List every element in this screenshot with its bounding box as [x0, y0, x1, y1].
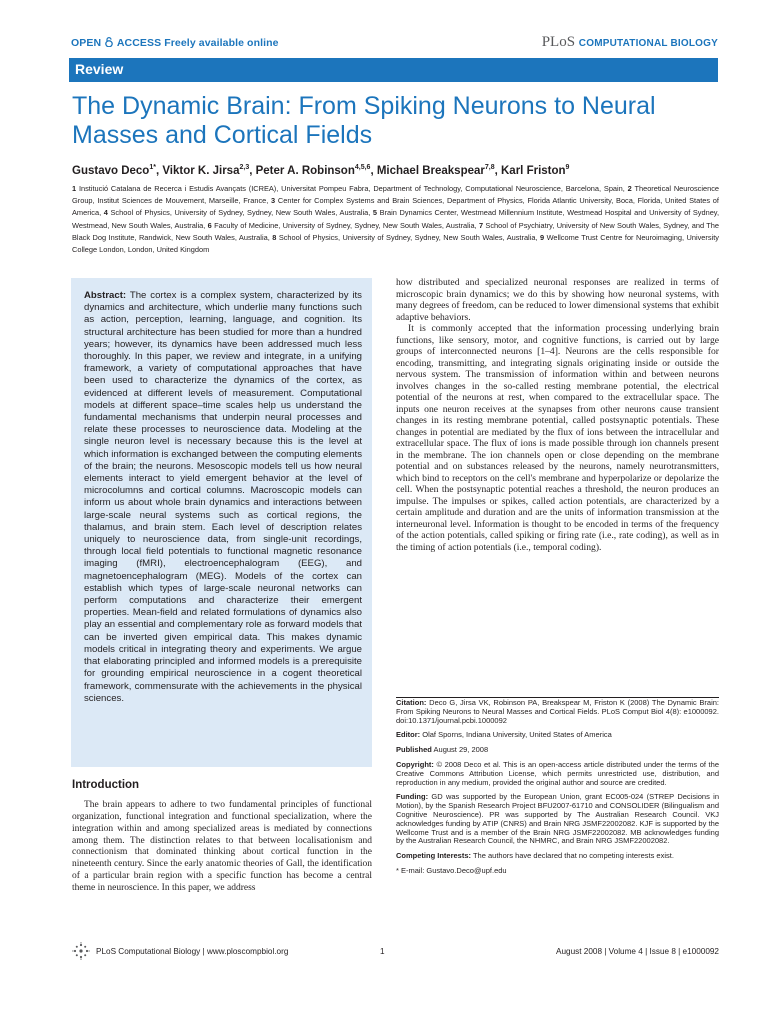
author: Karl Friston$^9$	[501, 164, 570, 177]
paragraph: It is commonly accepted that the information processing underlying brain functions, like sensory, motor, and cognitive functions, is carried out by large groups of interconnected neurons [1–4]. Neurons are the cells responsible for encoding, transmitting, and integrating signals originating inside or outside the nervous system. The transmission of information within and between neurons involves changes in the so-called resting membrane potential, the electrical potential of the neurons at rest, when compared to the extracellular space. The inputs one neuron receives at the synapses from other neurons cause transient changes in its resting membrane potential, called postsynaptic potentials. These changes in potential are mediated by the flux of ions between the intracellular and extracellular space. The flux of ions is made possible through ion channels present in the membrane. The ion channels open or close depending on the membrane potential and on substances released by the neurons, namely neurotransmitters, which bind to receptors on the cell's membrane and hyperpolarize or depolarize the cell. When the postsynaptic potential reaches a threshold, the neuron produces an impulse. The impulses or spikes, called action potentials, are characterized by a certain amplitude and duration and are the units of information transmission at the interneuronal level. Information is thought to be encoded in terms of the frequency of the action potentials, called spiking or firing rate (i.e., rate coding), as well as in the timing of action potentials (i.e., temporal coding).	[396, 323, 719, 553]
citation-info	[396, 697, 719, 882]
page-footer	[72, 944, 719, 960]
affiliation: 8 School of Physics, University of Sydney, Sydney, New South Wales, Australia,	[272, 232, 538, 242]
right-column-text	[396, 277, 719, 553]
published-block: Published August 29, 2008	[396, 745, 489, 755]
funding-block: Funding: GD was supported by the European Union, grant EC005-024 (STREP Decisions in Motion), by the Spanish Research Project BFU2007-61710 and CONSOLIDER (Bilingualism and Cognitive Neuroscience). PR was supported by The Australian Research Council. VKJ acknowledges funding by ATIP (CNRS) and Brain NRG JSMF22002082. KJF is supported by the Wellcome Trust and is a member of the Brain NRG JSMF22002082. MB acknowledges funding by the Australian Research Council, the NHMRC, and Brain NRG JSMF22002082.	[396, 792, 719, 846]
paragraph: how distributed and specialized neuronal responses are realized in terms of microscopic brain dynamics; we do this by showing how neuronal systems, with many degrees of freedom, can be reduced to lower dimensional systems that exhibit adaptive behaviors.	[396, 277, 719, 323]
article-type-label: Review	[75, 61, 124, 77]
article-title: The Dynamic Brain: From Spiking Neurons to Neural Masses and Cortical Fields	[72, 92, 656, 149]
author: Peter A. Robinson$^{4,5,6}$,	[255, 164, 377, 177]
page-number: 1	[380, 947, 385, 956]
affiliation: 4 School of Physics, University of Sydney, Sydney, New South Wales, Australia,	[103, 208, 371, 218]
abstract-label: Abstract:	[84, 290, 127, 301]
affiliation: 3 Center for Complex Systems and Brain Sciences, Department of Physics, Florida Atlantic University, Boca, Florida, United States of America,	[72, 196, 719, 218]
email-link[interactable]: * E-mail: Gustavo.Deco@upf.edu	[396, 865, 507, 875]
journal-header	[71, 36, 718, 52]
author-list	[72, 164, 569, 177]
open-access-badge: OPEN ACCESS Freely available online	[71, 37, 279, 49]
abstract-box	[71, 278, 372, 767]
author: Gustavo Deco$^{1*}$,	[72, 164, 163, 177]
affiliations	[72, 183, 719, 256]
author: Viktor K. Jirsa$^{2,3}$,	[162, 164, 256, 177]
open-lock-icon	[105, 37, 113, 47]
editor-block: Editor: Olaf Sporns, Indiana University, United States of America	[396, 730, 612, 740]
affiliation: 2 Theoretical Neuroscience Group, Institut Sciences de Mouvement, Marseille, France,	[72, 184, 720, 206]
article-type-bar	[69, 58, 718, 82]
affiliation: 1 Institució Catalana de Recerca i Estudis Avançats (ICREA), Universitat Pompeu Fabra, Department of Technology, Computational Neuroscience, Barcelona, Spain,	[72, 184, 625, 193]
copyright-block: Copyright: © 2008 Deco et al. This is an open-access article distributed under the terms of the Creative Commons Attribution License, which permits unrestricted use, distribution, and reproduction in any medium, provided the original author and source are credited.	[396, 759, 719, 787]
introduction-paragraph: The brain appears to adhere to two fundamental principles of functional organization, functional integration and functional specialization, where the integration within and among specialized areas is mediated by connections among them. The distinction relates to that between localisationism and connectionism that dominated thinking about cortical function in the nineteenth century. Since the early anatomic theories of Gall, the identification of a particular brain region with a specific function has become a central theme in neuroscience. In this paper, we address	[72, 800, 372, 893]
journal-logo: PLoS COMPUTATIONAL BIOLOGY	[541, 34, 718, 50]
author: Michael Breakspear$^{7,8}$,	[376, 164, 501, 177]
affiliation: 7 School of Psychiatry, University of New South Wales, Sydney, and The Black Dog Institute, Randwick, New South Wales, Australia,	[72, 220, 720, 242]
affiliation: 9 Wellcome Trust Centre for Neuroimaging, University College London, London, United Kingdom	[72, 232, 719, 255]
abstract-text: Abstract: The cortex is a complex system, characterized by its dynamics and architecture, which underlie many functions such as action, perception, learning, language, and cognition. Its structural architecture has been studied for more than a hundred years; however, its dynamics have been addressed much less thoroughly. In this paper, we review and integrate, in a unifying framework, a variety of computational approaches that have been used to characterize the dynamics of the cortex, as evidenced at different levels of measurement. Computational models at different space–time scales help us understand the fundamental mechanisms that underpin neural processes and relate these processes to neuroscience data. Modeling at the single neuron level is necessary because this is the level at which information is exchanged between the computing elements of the brain; the neurons. Mesoscopic models tell us how neural elements interact to yield emergent behavior at the level of microcolumns and cortical columns. Macroscopic models can inform us about whole brain dynamics and interactions between large-scale neural systems such as cortical regions, the thalamus, and brain stem. Each level of description relates uniquely to neuroscience data, from single-unit recordings, through local field potentials to functional magnetic resonance imaging (fMRI), electroencephalogram (EEG), and magnetoencephalogram (MEG). Models of the cortex can establish which types of large-scale neuronal networks can perform computations and characterize their emergent properties. Mean-field and related formulations of dynamics also play an essential and complementary role as forward models that can be inverted given empirical data. This makes dynamic models critical in integrating theory and experiments. We argue that elaborating principled and informed models is a prerequisite for grounding empirical neuroscience in a cogent theoretical framework, commensurate with the achievements in the physical sciences.	[84, 290, 362, 704]
plos-logo-icon	[72, 942, 90, 960]
issue-info: August 2008 | Volume 4 | Issue 8 | e1000092	[556, 947, 719, 956]
introduction-heading: Introduction	[72, 779, 140, 791]
journal-url[interactable]: www.ploscompbiol.org	[206, 947, 289, 956]
footer-journal: PLoS Computational Biology | www.ploscompbiol.org	[96, 947, 289, 956]
affiliation: 5 Brain Dynamics Center, Westmead Millennium Institute, Westmead Hospital and University of Sydney, Westmead, New South Wales, Australia,	[72, 208, 720, 230]
competing-interests-block: Competing Interests: The authors have declared that no competing interests exist.	[396, 851, 674, 861]
affiliation: 6 Faculty of Medicine, University of Sydney, Sydney, New South Wales, Australia,	[207, 220, 477, 230]
citation-block: Citation: Deco G, Jirsa VK, Robinson PA, Breakspear M, Friston K (2008) The Dynamic Brain: From Spiking Neurons to Neural Masses and Cortical Fields. PLoS Comput Biol 4(8): e1000092. doi:10.1371/journal.pcbi.1000092	[396, 698, 719, 725]
